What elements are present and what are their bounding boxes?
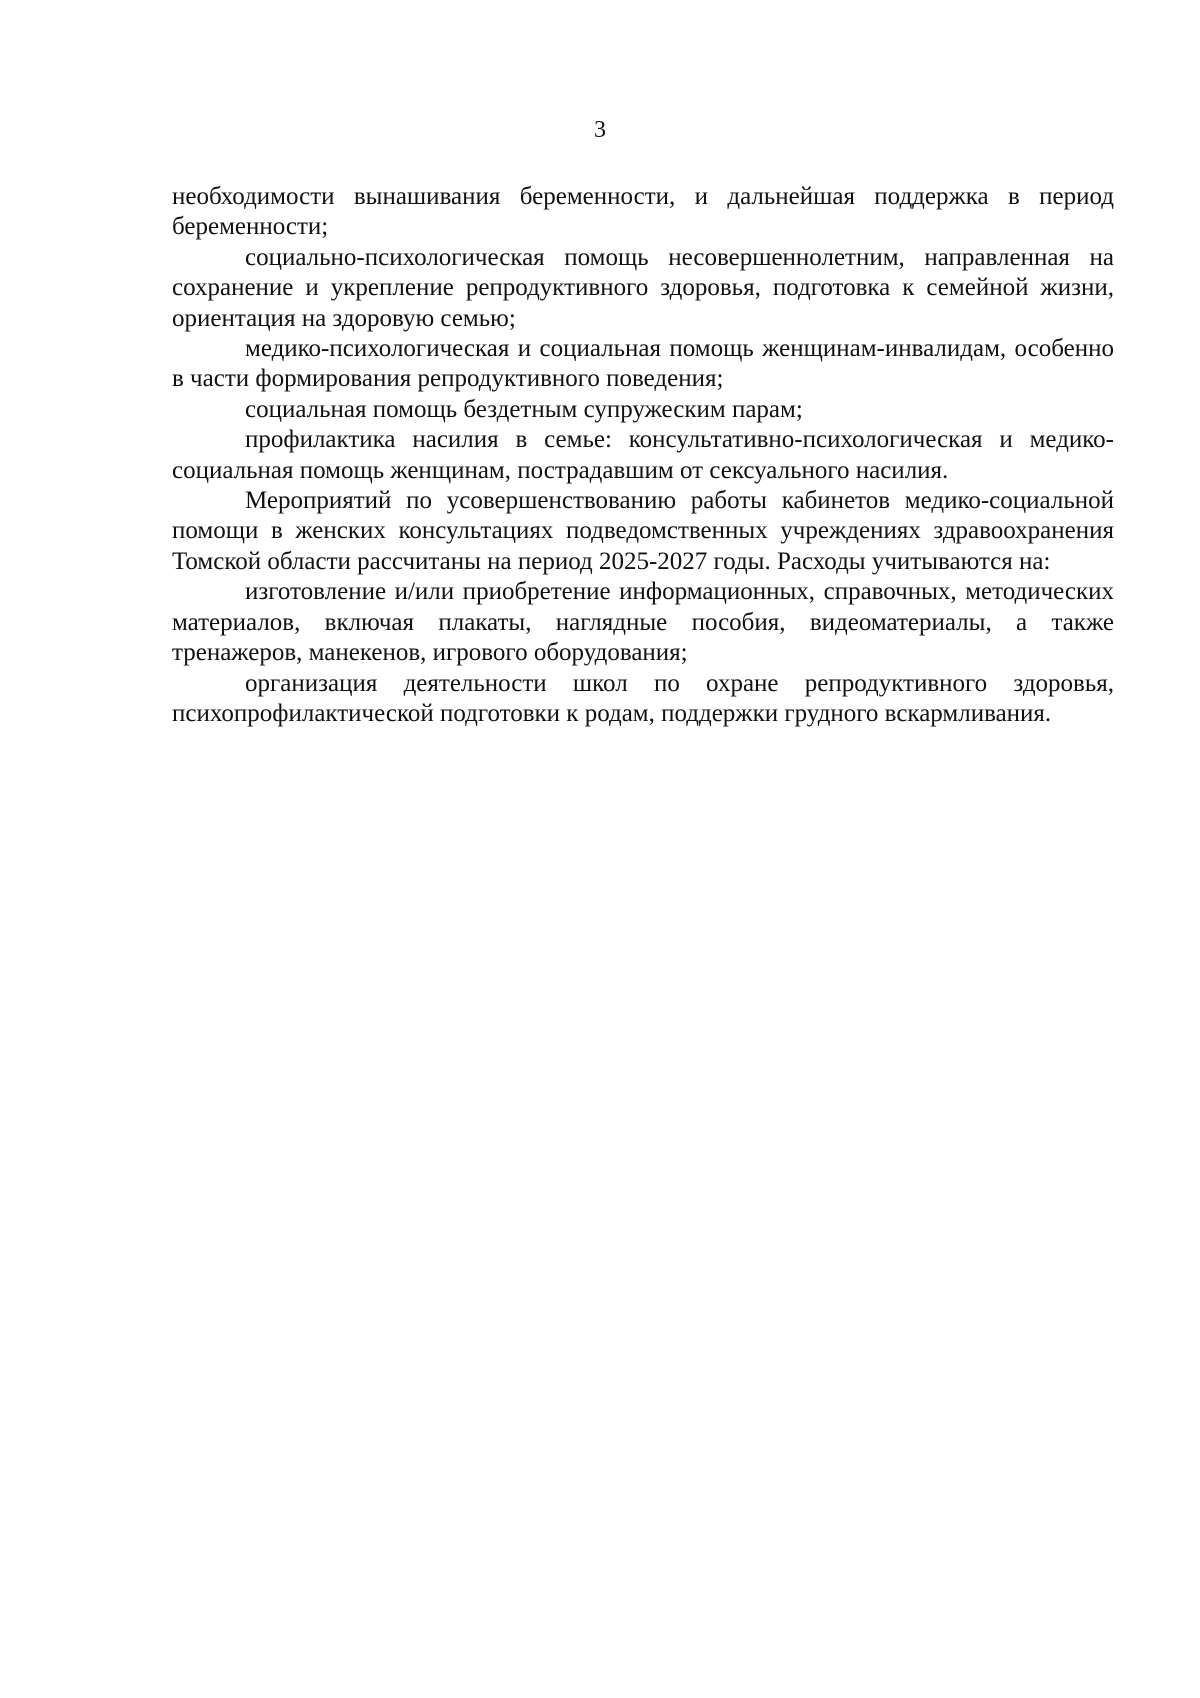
- paragraph: профилактика насилия в семье: консультативно-психологическая и медико-социальная помощь женщинам, пострадавшим от сексуального насилия.: [172, 426, 1114, 484]
- paragraph: изготовление и/или приобретение информационных, справочных, методических материалов, включая плакаты, наглядные пособия, видеоматериалы, а также тренажеров, манекенов, игрового оборудования;: [172, 578, 1114, 667]
- paragraph: социально-психологическая помощь несовершеннолетним, направленная на сохранение и укрепление репродуктивного здоровья, подготовка к семейной жизни, ориентация на здоровую семью;: [172, 243, 1114, 332]
- paragraph: необходимости вынашивания беременности, и дальнейшая поддержка в период беременности;: [172, 183, 1114, 241]
- paragraph: Мероприятий по усовершенствованию работы кабинетов медико-социальной помощи в женских консультациях подведомственных учреждениях здравоохранения Томской области рассчитаны на период 2025-2027 годы. Расходы учитываются на:: [172, 487, 1114, 575]
- document-body: [172, 182, 1114, 729]
- paragraph: организация деятельности школ по охране репродуктивного здоровья, психопрофилактической подготовки к родам, поддержки грудного вскармливания.: [172, 669, 1114, 727]
- paragraph: социальная помощь бездетным супружеским парам;: [245, 395, 803, 423]
- paragraph: медико-психологическая и социальная помощь женщинам-инвалидам, особенно в части формирования репродуктивного поведения;: [172, 335, 1114, 393]
- page-number: 3: [594, 117, 606, 143]
